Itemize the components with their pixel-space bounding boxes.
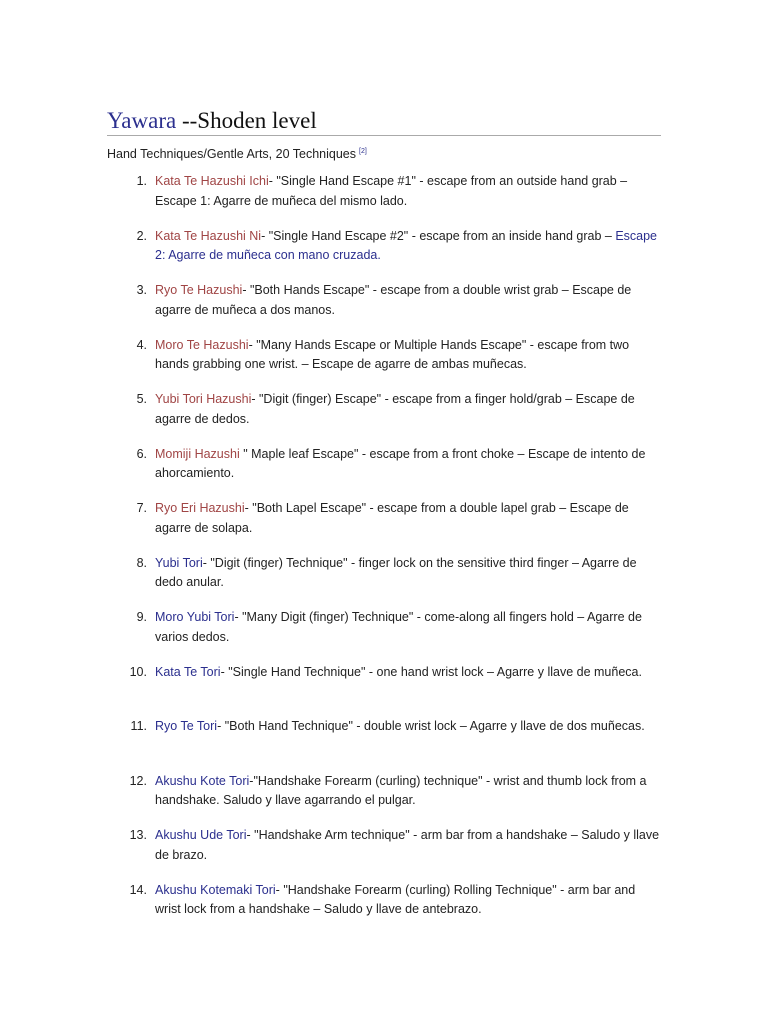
item-number: 2.: [136, 228, 147, 243]
list-item: [107, 172, 661, 227]
list-item: [107, 881, 661, 936]
item-separator: -: [242, 283, 250, 298]
item-separator: -: [220, 664, 229, 679]
item-number: 1.: [136, 174, 147, 189]
item-separator: -: [251, 392, 259, 407]
item-description: "Single Hand Escape #2" - escape from an inside hand grab –: [268, 228, 616, 243]
item-description: "Both Hand Technique" - double wrist lock – Agarre y llave de dos muñecas.: [224, 719, 645, 734]
technique-link[interactable]: Ryo Te Hazushi: [155, 283, 243, 298]
item-separator: -: [248, 337, 257, 352]
item-separator: -: [268, 174, 277, 189]
technique-link[interactable]: Yubi Tori: [155, 555, 203, 570]
item-number: 13.: [129, 828, 147, 843]
item-separator: -: [244, 501, 253, 516]
list-item: [107, 663, 661, 718]
item-separator: -: [202, 555, 211, 570]
heading-rest: --Shoden level: [176, 108, 317, 133]
item-description-link[interactable]: Escape 2: Agarre de muñeca con mano cruzada.: [155, 228, 658, 263]
technique-link[interactable]: Kata Te Hazushi Ni: [155, 228, 262, 243]
list-item: [107, 608, 661, 663]
list-item: [107, 336, 661, 391]
list-item: [107, 826, 661, 881]
section-subtitle: [107, 144, 661, 162]
list-item: [107, 717, 661, 772]
reference-link[interactable]: [2]: [359, 148, 367, 155]
item-description: "Many Hands Escape or Multiple Hands Escape" - escape from two hands grabbing one wrist. – Escape de agarre de ambas muñecas.: [155, 337, 630, 372]
item-number: 5.: [136, 392, 147, 407]
item-description: "Digit (finger) Escape" - escape from a finger hold/grab – Escape de agarre de dedos.: [155, 392, 635, 426]
technique-link[interactable]: Akushu Kotemaki Tori: [155, 882, 276, 897]
list-item: [107, 499, 661, 554]
item-description: " Maple leaf Escape" - escape from a front choke – Escape de intento de ahorcamiento.: [155, 446, 646, 481]
article: [107, 108, 661, 935]
item-number: 14.: [129, 882, 147, 897]
item-description: "Digit (finger) Technique" - finger lock on the sensitive third finger – Agarre de dedo anular.: [155, 555, 637, 590]
item-separator: -: [246, 828, 255, 843]
technique-link[interactable]: Moro Te Hazushi: [155, 337, 249, 352]
item-description: "Many Digit (finger) Technique" - come-along all fingers hold – Agarre de varios dedos.: [155, 610, 642, 644]
technique-link[interactable]: Akushu Kote Tori: [155, 773, 250, 788]
item-separator: -: [261, 228, 269, 243]
item-description: "Handshake Forearm (curling) Rolling Technique" - arm bar and wrist lock from a handshake – Saludo y llave de antebrazo.: [155, 882, 636, 917]
item-number: 4.: [136, 337, 147, 352]
item-number: 9.: [136, 610, 147, 625]
item-description: "Single Hand Escape #1" - escape from an outside hand grab – Escape 1: Agarre de muñeca del mismo lado.: [155, 174, 628, 208]
item-description: "Handshake Forearm (curling) technique" - wrist and thumb lock from a handshake. Saludo y llave agarrando el pulgar.: [155, 773, 647, 808]
technique-link[interactable]: Ryo Eri Hazushi: [155, 501, 245, 516]
technique-link[interactable]: Kata Te Hazushi Ichi: [155, 174, 269, 189]
technique-list: [107, 172, 661, 935]
item-description: "Both Lapel Escape" - escape from a double lapel grab – Escape de agarre de solapa.: [155, 501, 629, 535]
item-number: 8.: [136, 555, 147, 570]
technique-link[interactable]: Akushu Ude Tori: [155, 828, 247, 843]
item-separator: -: [249, 773, 254, 788]
item-number: 3.: [136, 283, 147, 298]
list-item: [107, 772, 661, 827]
technique-link[interactable]: Yubi Tori Hazushi: [155, 392, 252, 407]
item-number: 7.: [136, 501, 147, 516]
list-item: [107, 445, 661, 500]
technique-link[interactable]: Ryo Te Tori: [155, 719, 218, 734]
item-description: "Single Hand Technique" - one hand wrist lock – Agarre y llave de muñeca.: [228, 664, 642, 679]
item-number: 6.: [136, 446, 147, 461]
item-number: 11.: [130, 719, 147, 734]
section-heading: [107, 108, 661, 136]
item-number: 10.: [129, 664, 147, 679]
list-item: [107, 554, 661, 609]
technique-link[interactable]: Kata Te Tori: [155, 664, 221, 679]
list-item: [107, 281, 661, 336]
subtitle-text: Hand Techniques/Gentle Arts, 20 Techniques: [107, 147, 357, 162]
item-separator: -: [234, 610, 243, 625]
list-item: [107, 390, 661, 445]
list-item: [107, 227, 661, 282]
item-number: 12.: [129, 773, 147, 788]
technique-link[interactable]: Moro Yubi Tori: [155, 610, 235, 625]
item-separator: -: [217, 719, 225, 734]
item-separator: -: [275, 882, 284, 897]
item-description: "Handshake Arm technique" - arm bar from a handshake – Saludo y llave de brazo.: [155, 828, 660, 862]
yawara-link[interactable]: Yawara: [107, 108, 177, 133]
technique-link[interactable]: Momiji Hazushi: [155, 446, 240, 461]
item-description: "Both Hands Escape" - escape from a double wrist grab – Escape de agarre de muñeca a dos manos.: [155, 283, 632, 317]
